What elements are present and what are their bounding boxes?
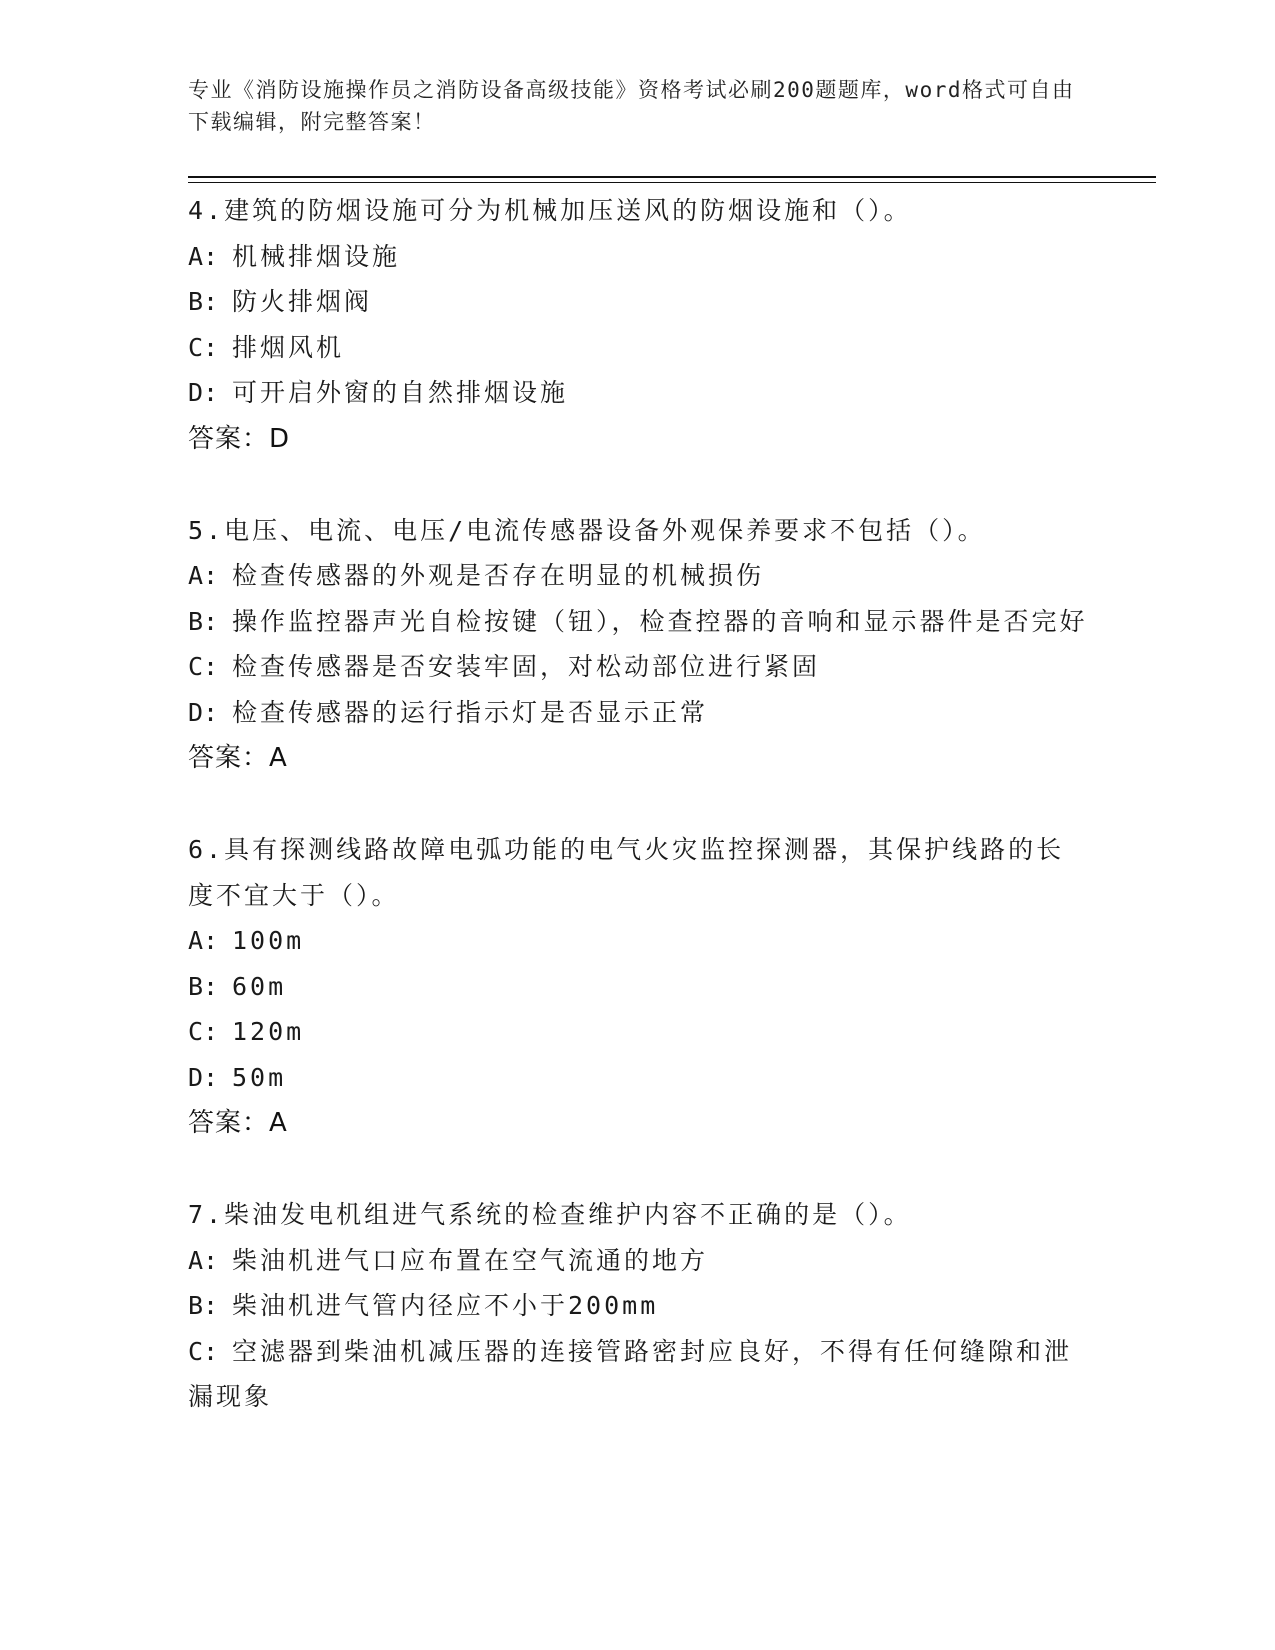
option-text: 50m <box>232 1062 287 1092</box>
question-list <box>188 188 1088 1466</box>
option-letter: B: <box>188 971 219 1001</box>
option-letter: A: <box>188 926 219 955</box>
option-d <box>188 370 1088 416</box>
option-letter: C: <box>188 1336 219 1366</box>
option-letter: C: <box>188 652 219 681</box>
option-letter: B: <box>188 287 219 316</box>
question-stem: 6.具有探测线路故障电弧功能的电气火灾监控探测器，其保护线路的长度不宜大于（）。 <box>188 835 1065 910</box>
option-letter: D: <box>188 378 219 407</box>
option-text: 防火排烟阀 <box>232 287 373 316</box>
option-c <box>188 1009 1088 1055</box>
option-text: 100m <box>232 926 305 955</box>
document-header <box>188 74 1088 138</box>
header-divider-thin <box>188 182 1156 183</box>
question-5 <box>188 508 1088 782</box>
answer-label: 答案：D <box>188 423 291 454</box>
option-text: 120m <box>232 1017 305 1046</box>
option-d <box>188 690 1088 736</box>
header-divider-thick <box>188 176 1156 178</box>
option-text: 60m <box>232 971 287 1001</box>
option-letter: A: <box>188 241 219 271</box>
question-7 <box>188 1192 1088 1420</box>
option-text: 检查传感器的运行指示灯是否显示正常 <box>232 697 709 727</box>
option-letter: C: <box>188 1017 219 1046</box>
option-text: 柴油机进气口应布置在空气流通的地方 <box>232 1245 709 1275</box>
question-stem: 4.建筑的防烟设施可分为机械加压送风的防烟设施和（）。 <box>188 196 912 225</box>
option-d <box>188 1055 1088 1101</box>
option-letter: B: <box>188 606 219 636</box>
option-text: 操作监控器声光自检按键（钮），检查控器的音响和显示器件是否完好 <box>232 606 1088 636</box>
option-c <box>188 325 1088 371</box>
option-text: 机械排烟设施 <box>232 241 401 271</box>
question-4 <box>188 188 1088 462</box>
option-c <box>188 644 1088 690</box>
option-b <box>188 599 1088 645</box>
option-text: 柴油机进气管内径应不小于200mm <box>232 1291 659 1320</box>
question-stem: 7.柴油发电机组进气系统的检查维护内容不正确的是（）。 <box>188 1200 912 1229</box>
option-a <box>188 234 1088 280</box>
option-b <box>188 279 1088 325</box>
option-c <box>188 1329 1088 1420</box>
option-letter: D: <box>188 1062 219 1092</box>
option-b <box>188 964 1088 1010</box>
answer-label: 答案：A <box>188 743 288 773</box>
option-text: 检查传感器是否安装牢固，对松动部位进行紧固 <box>232 652 821 681</box>
option-a <box>188 1238 1088 1284</box>
option-text: 排烟风机 <box>232 332 345 362</box>
option-letter: A: <box>188 561 219 590</box>
option-letter: C: <box>188 332 219 362</box>
question-6 <box>188 827 1088 1146</box>
option-text: 可开启外窗的自然排烟设施 <box>232 378 569 407</box>
option-a <box>188 553 1088 599</box>
option-letter: D: <box>188 697 219 727</box>
option-b <box>188 1283 1088 1329</box>
option-text: 空滤器到柴油机减压器的连接管路密封应良好，不得有任何缝隙和泄漏现象 <box>188 1336 1073 1411</box>
answer-label: 答案：A <box>188 1108 288 1138</box>
question-stem: 5.电压、电流、电压/电流传感器设备外观保养要求不包括（）。 <box>188 515 986 545</box>
option-letter: B: <box>188 1291 219 1320</box>
header-text: 专业《消防设施操作员之消防设备高级技能》资格考试必刷200题题库，word格式可自由下载编辑，附完整答案！ <box>188 78 1075 134</box>
option-a <box>188 918 1088 964</box>
option-text: 检查传感器的外观是否存在明显的机械损伤 <box>232 561 765 590</box>
option-letter: A: <box>188 1245 219 1275</box>
